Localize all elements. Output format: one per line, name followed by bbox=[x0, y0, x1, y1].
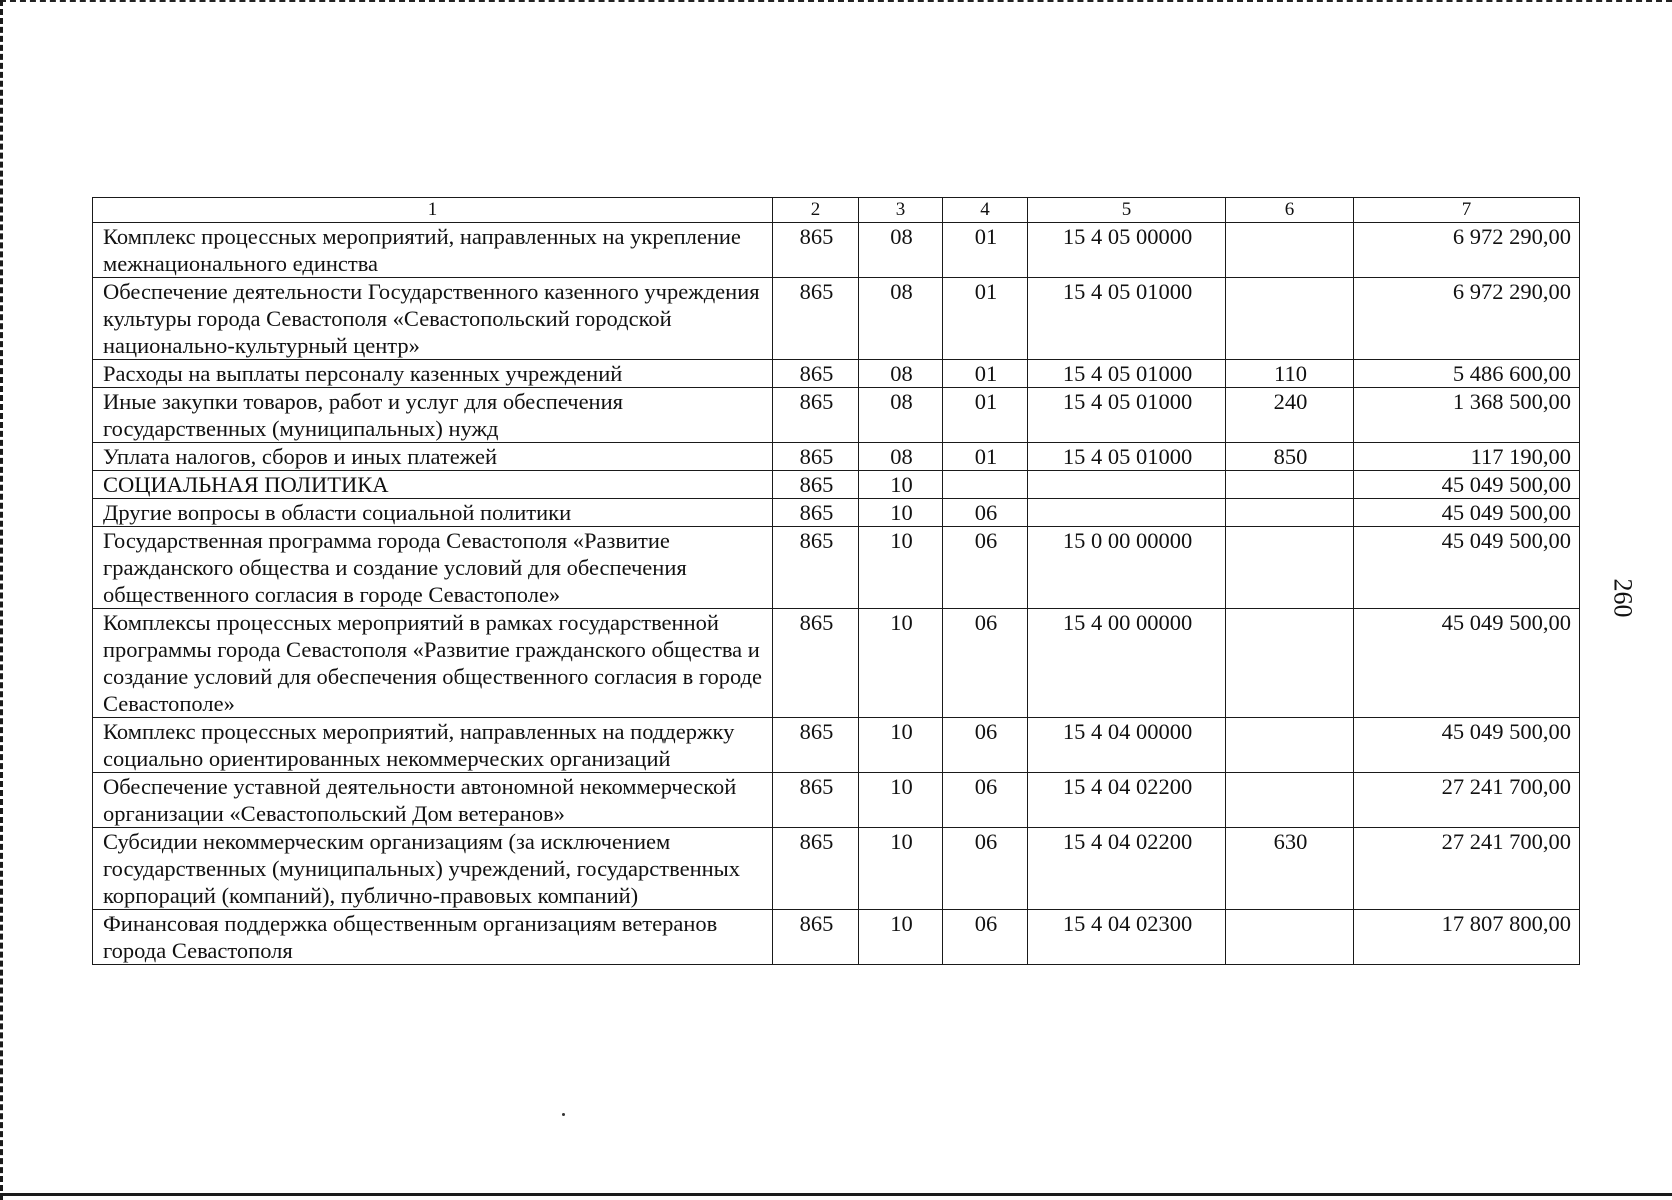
cell-rz: 10 bbox=[859, 499, 943, 527]
table-row bbox=[93, 360, 1580, 388]
cell-csr: 15 4 05 01000 bbox=[1028, 360, 1226, 388]
cell-name: СОЦИАЛЬНАЯ ПОЛИТИКА bbox=[93, 471, 773, 499]
cell-name: Уплата налогов, сборов и иных платежей bbox=[93, 443, 773, 471]
cell-pr: 06 bbox=[943, 828, 1028, 910]
cell-csr: 15 4 04 02200 bbox=[1028, 828, 1226, 910]
cell-vr bbox=[1226, 223, 1354, 278]
cell-gr: 865 bbox=[773, 388, 859, 443]
cell-rz: 10 bbox=[859, 527, 943, 609]
cell-rz: 10 bbox=[859, 609, 943, 718]
cell-gr: 865 bbox=[773, 527, 859, 609]
cell-name: Иные закупки товаров, работ и услуг для обеспечения государственных (муниципальных) нужд bbox=[93, 388, 773, 443]
cell-gr: 865 bbox=[773, 773, 859, 828]
cell-pr: 06 bbox=[943, 718, 1028, 773]
cell-vr bbox=[1226, 718, 1354, 773]
table-row bbox=[93, 443, 1580, 471]
table-row bbox=[93, 828, 1580, 910]
cell-gr: 865 bbox=[773, 471, 859, 499]
cell-name: Обеспечение уставной деятельности автономной некоммерческой организации «Севастопольский Дом ветеранов» bbox=[93, 773, 773, 828]
cell-gr: 865 bbox=[773, 499, 859, 527]
cell-vr: 850 bbox=[1226, 443, 1354, 471]
cell-csr bbox=[1028, 499, 1226, 527]
cell-name: Расходы на выплаты персоналу казенных учреждений bbox=[93, 360, 773, 388]
cell-name: Другие вопросы в области социальной политики bbox=[93, 499, 773, 527]
header-row bbox=[93, 198, 1580, 223]
cell-gr: 865 bbox=[773, 828, 859, 910]
header-col-2: 2 bbox=[773, 198, 859, 223]
cell-rz: 10 bbox=[859, 718, 943, 773]
cell-vr: 110 bbox=[1226, 360, 1354, 388]
cell-csr: 15 4 04 00000 bbox=[1028, 718, 1226, 773]
scan-speck bbox=[562, 1113, 565, 1116]
table-row bbox=[93, 388, 1580, 443]
cell-csr: 15 4 00 00000 bbox=[1028, 609, 1226, 718]
cell-pr: 01 bbox=[943, 278, 1028, 360]
cell-vr: 240 bbox=[1226, 388, 1354, 443]
table-row bbox=[93, 471, 1580, 499]
cell-csr: 15 4 04 02300 bbox=[1028, 910, 1226, 965]
cell-rz: 08 bbox=[859, 360, 943, 388]
cell-pr: 01 bbox=[943, 360, 1028, 388]
cell-name: Обеспечение деятельности Государственного казенного учреждения культуры города Севастополя «Севастопольский городской национально-культурный центр» bbox=[93, 278, 773, 360]
cell-name: Комплекс процессных мероприятий, направленных на поддержку социально ориентированных некоммерческих организаций bbox=[93, 718, 773, 773]
cell-name: Комплекс процессных мероприятий, направленных на укрепление межнационального единства bbox=[93, 223, 773, 278]
table-row bbox=[93, 527, 1580, 609]
cell-amount: 45 049 500,00 bbox=[1354, 471, 1580, 499]
cell-vr bbox=[1226, 278, 1354, 360]
budget-table bbox=[92, 197, 1580, 965]
table-row bbox=[93, 773, 1580, 828]
cell-rz: 08 bbox=[859, 443, 943, 471]
table-row bbox=[93, 718, 1580, 773]
cell-gr: 865 bbox=[773, 223, 859, 278]
page-number: 260 bbox=[1608, 578, 1638, 618]
cell-rz: 08 bbox=[859, 278, 943, 360]
table-row bbox=[93, 609, 1580, 718]
cell-csr: 15 4 05 01000 bbox=[1028, 388, 1226, 443]
cell-csr: 15 4 05 01000 bbox=[1028, 443, 1226, 471]
cell-amount: 27 241 700,00 bbox=[1354, 828, 1580, 910]
cell-gr: 865 bbox=[773, 910, 859, 965]
cell-amount: 17 807 800,00 bbox=[1354, 910, 1580, 965]
cell-gr: 865 bbox=[773, 360, 859, 388]
cell-pr: 01 bbox=[943, 223, 1028, 278]
cell-vr bbox=[1226, 773, 1354, 828]
cell-amount: 1 368 500,00 bbox=[1354, 388, 1580, 443]
cell-pr: 06 bbox=[943, 527, 1028, 609]
cell-csr: 15 0 00 00000 bbox=[1028, 527, 1226, 609]
cell-name: Финансовая поддержка общественным организациям ветеранов города Севастополя bbox=[93, 910, 773, 965]
cell-vr: 630 bbox=[1226, 828, 1354, 910]
cell-pr: 06 bbox=[943, 499, 1028, 527]
header-col-7: 7 bbox=[1354, 198, 1580, 223]
cell-rz: 08 bbox=[859, 223, 943, 278]
cell-csr bbox=[1028, 471, 1226, 499]
cell-gr: 865 bbox=[773, 609, 859, 718]
cell-amount: 5 486 600,00 bbox=[1354, 360, 1580, 388]
cell-amount: 45 049 500,00 bbox=[1354, 527, 1580, 609]
cell-amount: 45 049 500,00 bbox=[1354, 499, 1580, 527]
cell-rz: 10 bbox=[859, 910, 943, 965]
cell-amount: 117 190,00 bbox=[1354, 443, 1580, 471]
cell-rz: 10 bbox=[859, 828, 943, 910]
scan-top-edge bbox=[0, 0, 1672, 3]
header-col-6: 6 bbox=[1226, 198, 1354, 223]
table-row bbox=[93, 910, 1580, 965]
cell-name: Комплексы процессных мероприятий в рамках государственной программы города Севастополя «Развитие гражданского общества и создание условий для обеспечения общественного согласия в городе Севастополе» bbox=[93, 609, 773, 718]
cell-pr bbox=[943, 471, 1028, 499]
header-col-5: 5 bbox=[1028, 198, 1226, 223]
header-col-1: 1 bbox=[93, 198, 773, 223]
cell-pr: 01 bbox=[943, 443, 1028, 471]
cell-vr bbox=[1226, 910, 1354, 965]
cell-amount: 6 972 290,00 bbox=[1354, 278, 1580, 360]
cell-vr bbox=[1226, 471, 1354, 499]
cell-amount: 6 972 290,00 bbox=[1354, 223, 1580, 278]
cell-rz: 08 bbox=[859, 388, 943, 443]
cell-amount: 45 049 500,00 bbox=[1354, 609, 1580, 718]
cell-csr: 15 4 05 00000 bbox=[1028, 223, 1226, 278]
table-row bbox=[93, 499, 1580, 527]
cell-amount: 45 049 500,00 bbox=[1354, 718, 1580, 773]
header-col-4: 4 bbox=[943, 198, 1028, 223]
table-row bbox=[93, 278, 1580, 360]
scan-left-edge bbox=[0, 0, 4, 1200]
cell-gr: 865 bbox=[773, 443, 859, 471]
cell-gr: 865 bbox=[773, 278, 859, 360]
cell-csr: 15 4 04 02200 bbox=[1028, 773, 1226, 828]
cell-pr: 06 bbox=[943, 609, 1028, 718]
table-row bbox=[93, 223, 1580, 278]
cell-pr: 06 bbox=[943, 910, 1028, 965]
cell-name: Субсидии некоммерческим организациям (за исключением государственных (муниципальных) учреждений, государственных корпораций (компаний), публично-правовых компаний) bbox=[93, 828, 773, 910]
cell-vr bbox=[1226, 527, 1354, 609]
cell-gr: 865 bbox=[773, 718, 859, 773]
cell-vr bbox=[1226, 609, 1354, 718]
cell-name: Государственная программа города Севастополя «Развитие гражданского общества и создание условий для обеспечения общественного согласия в городе Севастополе» bbox=[93, 527, 773, 609]
cell-amount: 27 241 700,00 bbox=[1354, 773, 1580, 828]
cell-vr bbox=[1226, 499, 1354, 527]
scan-bottom-edge bbox=[0, 1193, 1672, 1196]
header-col-3: 3 bbox=[859, 198, 943, 223]
cell-rz: 10 bbox=[859, 773, 943, 828]
cell-csr: 15 4 05 01000 bbox=[1028, 278, 1226, 360]
cell-pr: 06 bbox=[943, 773, 1028, 828]
cell-pr: 01 bbox=[943, 388, 1028, 443]
cell-rz: 10 bbox=[859, 471, 943, 499]
